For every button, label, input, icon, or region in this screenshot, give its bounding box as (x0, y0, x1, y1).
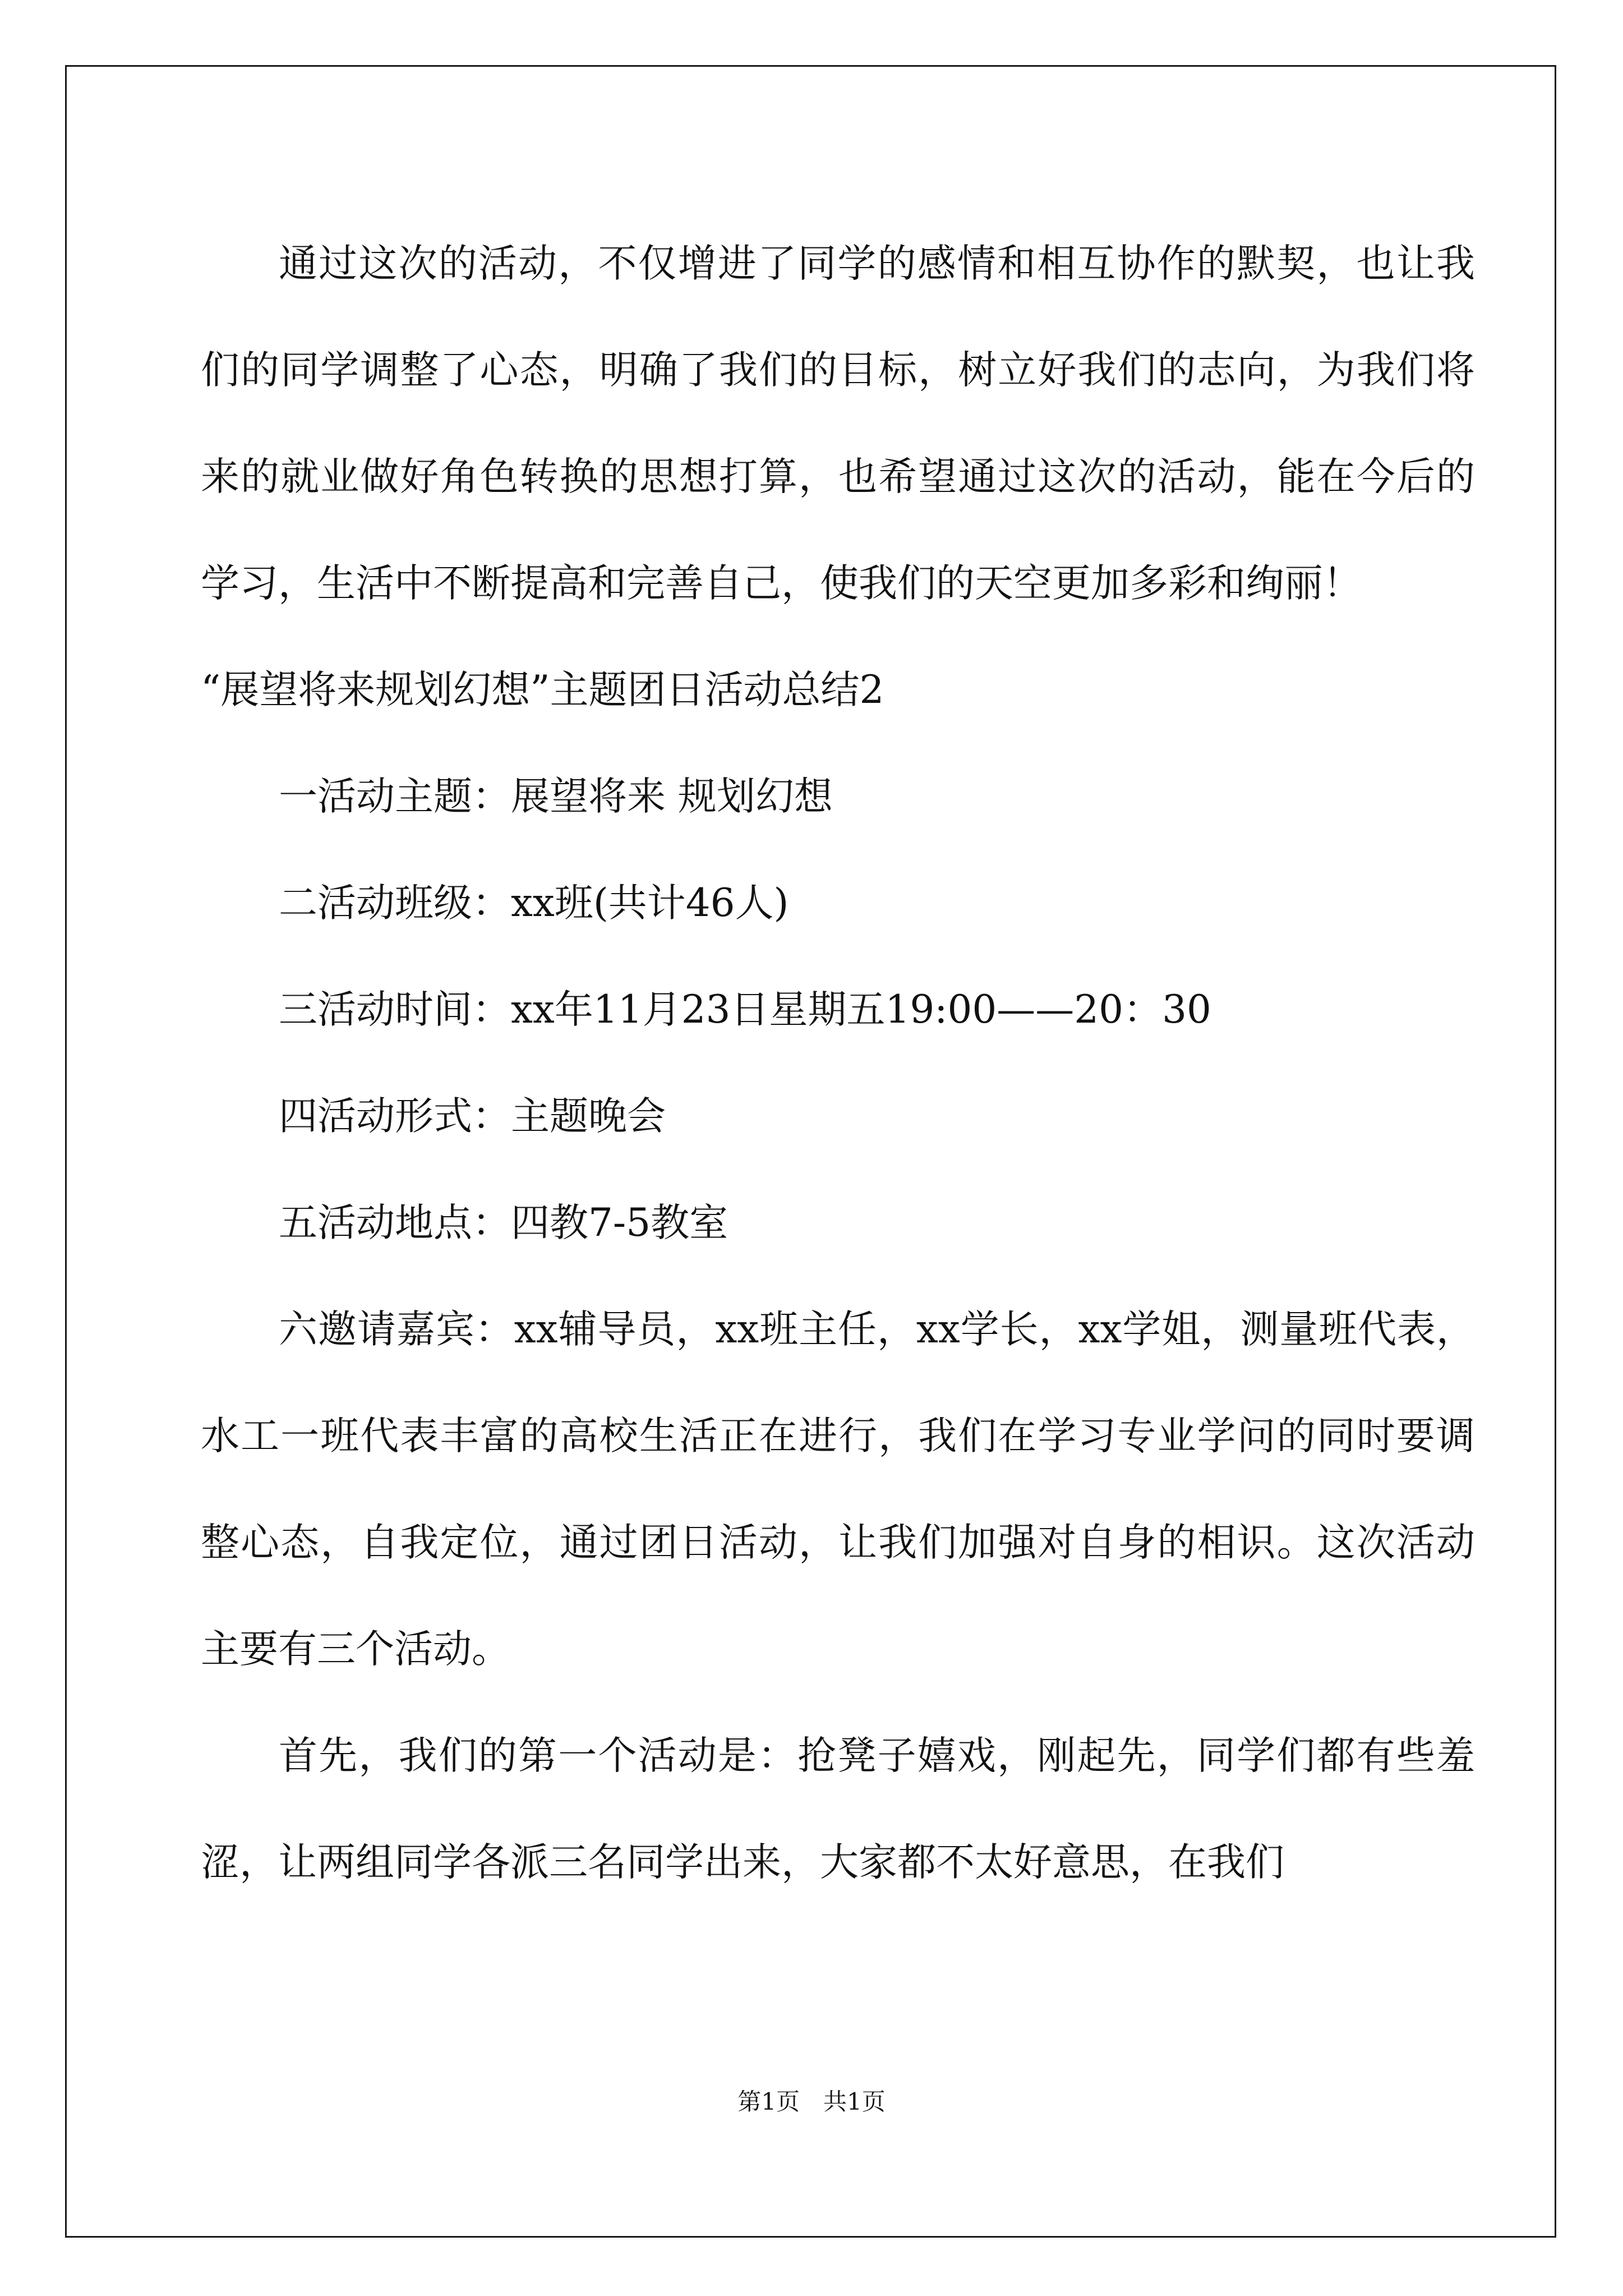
item-activity-time: 三活动时间：xx年11月23日星期五19:00——20：30 (279, 987, 1211, 1032)
page-footer (0, 2083, 1623, 2117)
page-total: 共1页 (823, 2088, 886, 2115)
document-body (201, 210, 1475, 1916)
item-activity-class: 二活动班级：xx班(共计46人) (279, 881, 789, 926)
item-activity-theme: 一活动主题：展望将来 规划幻想 (279, 774, 833, 819)
section-heading: “展望将来规划幻想”主题团日活动总结2 (201, 668, 884, 712)
paragraph-first-activity: 首先，我们的第一个活动是：抢凳子嬉戏，刚起先，同学们都有些羞涩，让两组同学各派三名同学出来，大家都不太好意思，在我们 (201, 1733, 1475, 1885)
page-number: 第1页 (737, 2088, 800, 2115)
paragraph-activity-reflection: 通过这次的活动，不仅增进了同学的感情和相互协作的默契，也让我们的同学调整了心态，明确了我们的目标，树立好我们的志向，为我们将来的就业做好角色转换的思想打算，也希望通过这次的活动，能在今后的学习，生活中不断提高和完善自己，使我们的天空更加多彩和绚丽！ (201, 241, 1475, 606)
item-activity-form: 四活动形式：主题晚会 (279, 1094, 666, 1139)
item-activity-location: 五活动地点：四教7-5教室 (279, 1200, 728, 1245)
item-invited-guests: 六邀请嘉宾：xx辅导员，xx班主任，xx学长，xx学姐，测量班代表，水工一班代表丰富的高校生活正在进行，我们在学习专业学问的同时要调整心态，自我定位，通过团日活动，让我们加强对自身的相识。这次活动主要有三个活动。 (201, 1307, 1475, 1672)
